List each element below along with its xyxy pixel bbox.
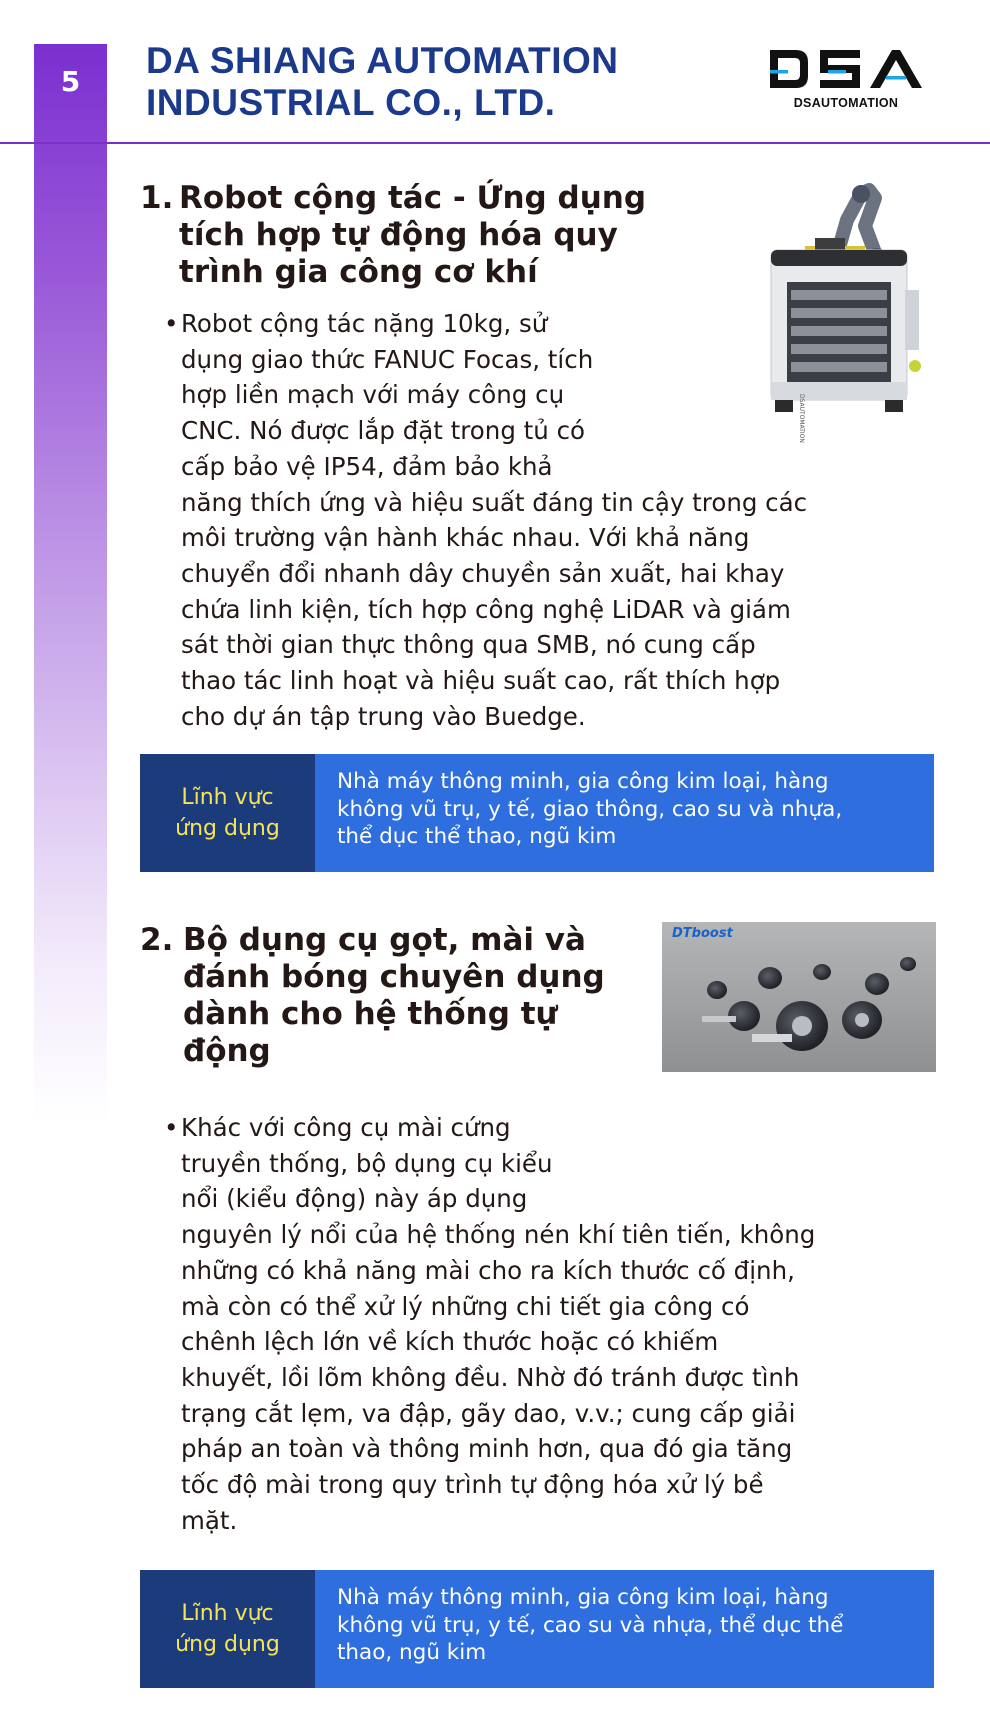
title-line: đánh bóng chuyên dụng [183,959,605,995]
application-line: thao, ngũ kim [337,1640,487,1665]
body-line: chứa linh kiện, tích hợp công nghệ LiDAR và giám [181,594,791,624]
header-divider [0,142,990,144]
deburring-tools-image [662,922,936,1072]
application-label-line: Lĩnh vực [181,1601,274,1626]
section-1-title [140,180,700,291]
application-label-line: Lĩnh vực [181,785,274,810]
body-line: sát thời gian thực thông qua SMB, nó cung cấp [181,630,756,660]
body-line: Khác với công cụ mài cứng [181,1113,511,1142]
company-name [146,40,706,124]
company-name-line1: DA SHIANG AUTOMATION [146,40,619,81]
side-gradient-bar [34,44,107,1124]
body-line: thao tác linh hoạt và hiệu suất cao, rất thích hợp [181,666,781,696]
body-line: khuyết, lồi lõm không đều. Nhờ đó tránh được tình [181,1362,800,1392]
body-line: mặt. [181,1505,238,1535]
body-line: môi trường vận hành khác nhau. Với khả năng [181,523,750,553]
body-line: chuyển đổi nhanh dây chuyền sản xuất, hai khay [181,558,785,588]
image-brand-label: DTboost [672,926,733,941]
body-line: truyền thống, bộ dụng cụ kiểu [181,1148,553,1178]
application-line: không vũ trụ, y tế, cao su và nhựa, thể dục thể [337,1612,844,1638]
application-content [315,754,934,872]
section-2-body [164,1110,948,1538]
section-2-title [140,922,660,1070]
body-line: cho dự án tập trung vào Buedge. [181,701,586,731]
body-line: mà còn có thể xử lý những chi tiết gia công có [181,1291,750,1321]
logo-wordmark: DSAUTOMATION [793,96,899,110]
body-line: trạng cắt lẹm, va đập, gãy dao, v.v.; cung cấp giải [181,1398,796,1428]
body-line: những có khả năng mài cho ra kích thước cố định, [181,1255,795,1285]
application-line: Nhà máy thông minh, gia công kim loại, hàng [337,1585,829,1610]
title-line: trình gia công cơ khí [179,254,538,290]
body-line: nguyên lý nổi của hệ thống nén khí tiên tiến, không [181,1220,816,1250]
image-brand-label: DSAUTOMATION [798,394,805,443]
application-line: Nhà máy thông minh, gia công kim loại, hàng [337,769,829,794]
title-line: động [183,1033,271,1069]
title-line: Bộ dụng cụ gọt, mài và [183,922,586,958]
body-line: nổi (kiểu động) này áp dụng [181,1184,528,1214]
application-label [140,1570,315,1688]
body-line: chênh lệch lớn về kích thước hoặc có khiếm [181,1327,719,1357]
body-line: CNC. Nó được lắp đặt trong tủ có [181,416,586,446]
body-line: dụng giao thức FANUC Focas, tích [181,344,594,374]
body-line: hợp liền mạch với máy công cụ [181,380,565,410]
title-line: dành cho hệ thống tự [183,996,558,1032]
body-line: năng thích ứng và hiệu suất đáng tin cậy trong các [181,487,808,517]
section-1-application-box [140,754,934,872]
section-2-application-box [140,1570,934,1688]
body-line: tốc độ mài trong quy trình tự động hóa xử lý bề [181,1470,764,1500]
section-1-body [164,306,948,734]
bullet-glyph: • [164,1113,179,1142]
bullet-glyph: • [164,309,179,338]
title-line: tích hợp tự động hóa quy [179,217,618,253]
application-label-line: ứng dụng [175,1632,280,1657]
section-number: 1. [140,180,174,216]
body-line: pháp an toàn và thông minh hơn, qua đó gia tăng [181,1434,793,1464]
application-content [315,1570,934,1688]
application-line: không vũ trụ, y tế, giao thông, cao su và nhựa, [337,796,843,822]
application-line: thể dục thể thao, ngũ kim [337,824,617,849]
body-line: Robot cộng tác nặng 10kg, sử [181,309,548,338]
body-line: cấp bảo vệ IP54, đảm bảo khả [181,451,553,481]
application-label-line: ứng dụng [175,816,280,841]
application-label [140,754,315,872]
title-line: Robot cộng tác - Ứng dụng [179,180,647,216]
page-number: 5 [60,64,81,98]
company-name-line2: INDUSTRIAL CO., LTD. [146,82,556,123]
section-number: 2. [140,922,174,958]
